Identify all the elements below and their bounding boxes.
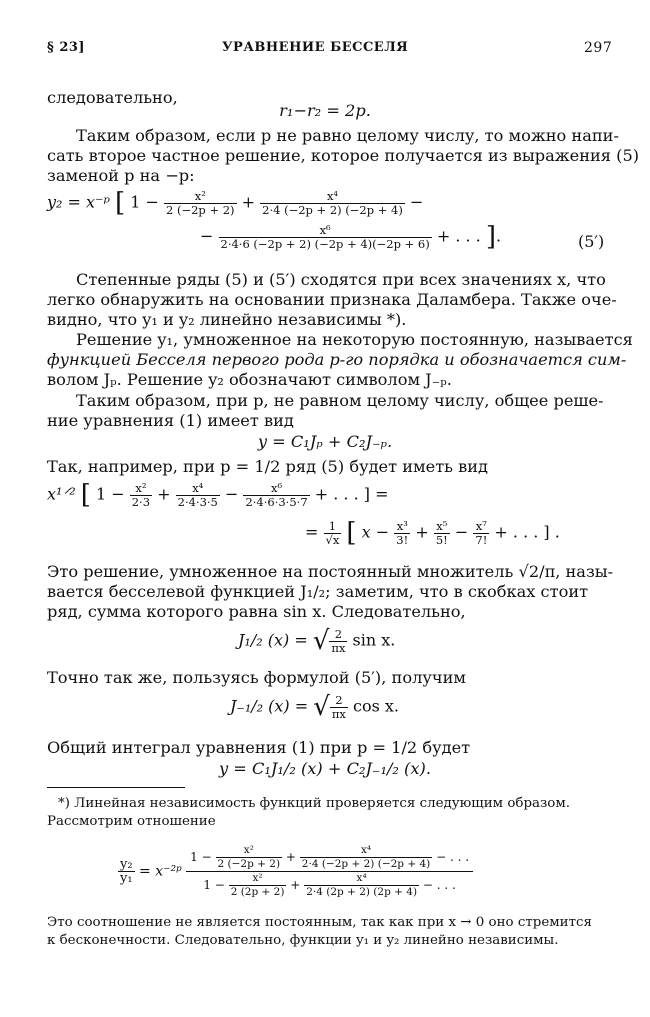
text-line: видно, что y₁ и y₂ линейно независимы *). <box>47 310 407 329</box>
fraction <box>324 520 342 547</box>
eq-tail: + . . . ] = <box>314 484 389 504</box>
frac-num: 1 <box>328 518 337 533</box>
frac-den: 2 (−2p + 2) <box>217 858 281 870</box>
text-line: ние уравнения (1) имеет вид <box>47 411 294 430</box>
footnote-line: *) Линейная независимость функций проверяется следующим образом. <box>58 796 571 811</box>
frac-den: πx <box>331 640 346 655</box>
text-line: Это решение, умноженное на постоянный множитель √2/π, назы- <box>47 562 614 581</box>
fraction <box>260 190 405 217</box>
fraction <box>130 482 152 509</box>
frac-num: x² <box>194 188 206 203</box>
frac-den: 2·4 (−2p + 2) (−2p + 4) <box>262 202 403 217</box>
frac-num: x⁴ <box>326 188 339 203</box>
eq-rhs: cos x. <box>352 696 399 716</box>
big-fraction-denominator <box>186 871 473 899</box>
footnote-rule <box>47 787 185 788</box>
text-line: следовательно, <box>47 88 178 107</box>
equals-sign: = <box>305 522 319 542</box>
frac-den: √x <box>325 532 340 547</box>
fraction <box>219 224 432 251</box>
fraction <box>229 872 287 899</box>
section-marker: § 23] <box>47 40 86 55</box>
frac-num: 2 <box>335 692 343 707</box>
frac-den: 2·4 (2p + 2) (2p + 4) <box>306 886 418 898</box>
fraction <box>164 190 237 217</box>
text-line: сать второе частное решение, которое получается из выражения (5) <box>47 146 640 165</box>
eq-term: 1 − <box>95 484 125 504</box>
equation-half-line2 <box>305 518 560 548</box>
text-line: Степенные ряды (5) и (5′) сходятся при всех значениях x, что <box>76 270 606 289</box>
text-line: легко обнаружить на основании признака Даламбера. Также оче- <box>47 290 617 309</box>
open-bracket-glyph: [ <box>80 480 91 510</box>
frac-num: 2 <box>334 626 343 641</box>
fraction <box>243 482 309 509</box>
frac-den: 2·3 <box>131 494 151 509</box>
fraction <box>330 694 348 721</box>
text-line: заменой p на −p: <box>47 166 195 185</box>
frac-num: x² <box>243 844 254 856</box>
footnote-line: Это соотношение не является постоянным, так как при x → 0 оно стремится <box>47 915 592 930</box>
eq-tail: + . . . <box>436 226 481 246</box>
eq-lhs: J₋₁/₂ (x) = <box>230 696 309 716</box>
fraction <box>329 628 347 655</box>
fraction <box>473 520 489 547</box>
eq-rhs: sin x. <box>352 630 396 650</box>
equation-j-half-sin <box>238 626 395 656</box>
plus-sign: + <box>290 878 301 892</box>
plus-sign: + <box>157 484 171 504</box>
big-fraction <box>186 844 473 899</box>
plus-sign: + <box>415 522 429 542</box>
text-line: Решение y₁, умноженное на некоторую постоянную, называется <box>76 330 633 349</box>
frac-den: 2·4·6·3·5·7 <box>245 494 308 509</box>
text-line: Таким образом, при p, не равном целому числу, общее реше- <box>76 391 604 410</box>
equation-half-line1 <box>47 480 388 510</box>
frac-num: x⁶ <box>270 480 283 495</box>
fraction <box>434 520 450 547</box>
frac-den: 2·4 (−2p + 2) (−2p + 4) <box>301 858 431 870</box>
frac-den: 3! <box>396 532 409 547</box>
frac-den: 2 (−2p + 2) <box>166 202 235 217</box>
frac-den: 2·4·3·5 <box>177 494 218 509</box>
fraction <box>394 520 410 547</box>
frac-num: x⁷ <box>475 518 487 533</box>
footnote-ratio-equation <box>118 844 473 899</box>
fraction <box>176 482 220 509</box>
eq-tail: − . . . <box>422 878 456 892</box>
plus-sign: + <box>241 192 256 212</box>
eq-tail: + . . . ] . <box>494 522 560 542</box>
frac-num: x² <box>252 872 263 884</box>
big-fraction-numerator <box>186 844 473 871</box>
frac-den: 2·4·6 (−2p + 2) (−2p + 4)(−2p + 6) <box>220 236 430 251</box>
frac-num: x³ <box>396 518 408 533</box>
frac-num: y₂ <box>120 857 133 872</box>
footnote-line: Рассмотрим отношение <box>47 814 216 829</box>
ratio-factor: = x⁻²ᵖ <box>139 863 182 880</box>
running-title: УРАВНЕНИЕ БЕССЕЛЯ <box>222 40 409 55</box>
frac-num: x⁴ <box>192 480 204 495</box>
open-bracket-glyph: [ <box>115 188 126 218</box>
open-bracket-glyph: [ <box>346 518 357 548</box>
equation-5prime-line2: − $\frac{\text{x⁶}}{2\cdot 4\cdot 6 (-2p + 2) (-2p + 4)(-2p + 6)}$ + . . . ]. <box>200 222 502 252</box>
eq-term: 1 − <box>203 878 225 892</box>
frac-den: 2 (2p + 2) <box>230 886 285 898</box>
plus-sign: + <box>285 850 296 864</box>
equation-5prime-line1 <box>47 188 423 218</box>
text-line: функцией Бесселя первого рода p-го порядка и обозначается сим- <box>47 350 627 369</box>
fraction <box>216 844 283 871</box>
text-line: вается бесселевой функцией J₁/₂; заметим, что в скобках стоит <box>47 582 589 601</box>
eq-term: 1 − <box>130 192 159 212</box>
fraction <box>300 844 432 871</box>
equation-j-minus-half-cos <box>230 692 399 722</box>
fraction <box>118 858 135 885</box>
text-line: Таким образом, если p не равно целому числу, то можно напи- <box>76 126 619 145</box>
frac-num: x⁵ <box>436 518 448 533</box>
frac-den: 5! <box>435 532 448 547</box>
text-line: волом Jₚ. Решение y₂ обозначают символом J₋ₚ. <box>47 370 452 389</box>
footnote-line: к бесконечности. Следовательно, функции y₁ и y₂ линейно независимы. <box>47 933 559 948</box>
eq-lhs: J₁/₂ (x) = <box>238 630 308 650</box>
close-bracket-glyph: ] <box>485 222 496 252</box>
frac-den: πx <box>331 706 346 721</box>
equation-r: r₁−r₂ = 2p. <box>279 101 371 120</box>
eq-term: x − <box>361 522 390 542</box>
text-line: Общий интеграл уравнения (1) при p = 1/2 будет <box>47 738 471 757</box>
minus-sign: − <box>454 522 469 542</box>
text-line: Точно так же, пользуясь формулой (5′), получим <box>47 668 466 687</box>
sqrt-glyph: √ <box>313 692 330 722</box>
fraction <box>304 872 419 899</box>
eq-lhs: x¹ᐟ² <box>47 484 76 504</box>
eq-term: 1 − <box>190 850 212 864</box>
frac-den: 7! <box>475 532 488 547</box>
text-line: Так, например, при p = 1/2 ряд (5) будет иметь вид <box>47 457 488 476</box>
page-number: 297 <box>584 40 613 56</box>
frac-num: x⁴ <box>360 844 372 856</box>
eq-lhs: y₂ = x⁻ᵖ <box>47 192 110 212</box>
minus-sign: − <box>200 226 214 246</box>
text-line: ряд, сумма которого равна sin x. Следовательно, <box>47 602 466 621</box>
equation-label: (5′) <box>578 232 605 251</box>
eq-tail: − . . . <box>436 850 470 864</box>
minus-sign: − <box>409 192 424 212</box>
minus-sign: − <box>224 484 239 504</box>
frac-num: x⁴ <box>356 872 367 884</box>
frac-num: x² <box>135 480 147 495</box>
equation-general: y = C₁Jₚ + C₂J₋ₚ. <box>257 432 393 451</box>
sqrt-glyph: √ <box>312 626 330 656</box>
equation-final: y = C₁J₁/₂ (x) + C₂J₋₁/₂ (x). <box>219 759 431 778</box>
frac-den: y₁ <box>120 871 133 886</box>
frac-num: x⁶ <box>319 222 331 237</box>
